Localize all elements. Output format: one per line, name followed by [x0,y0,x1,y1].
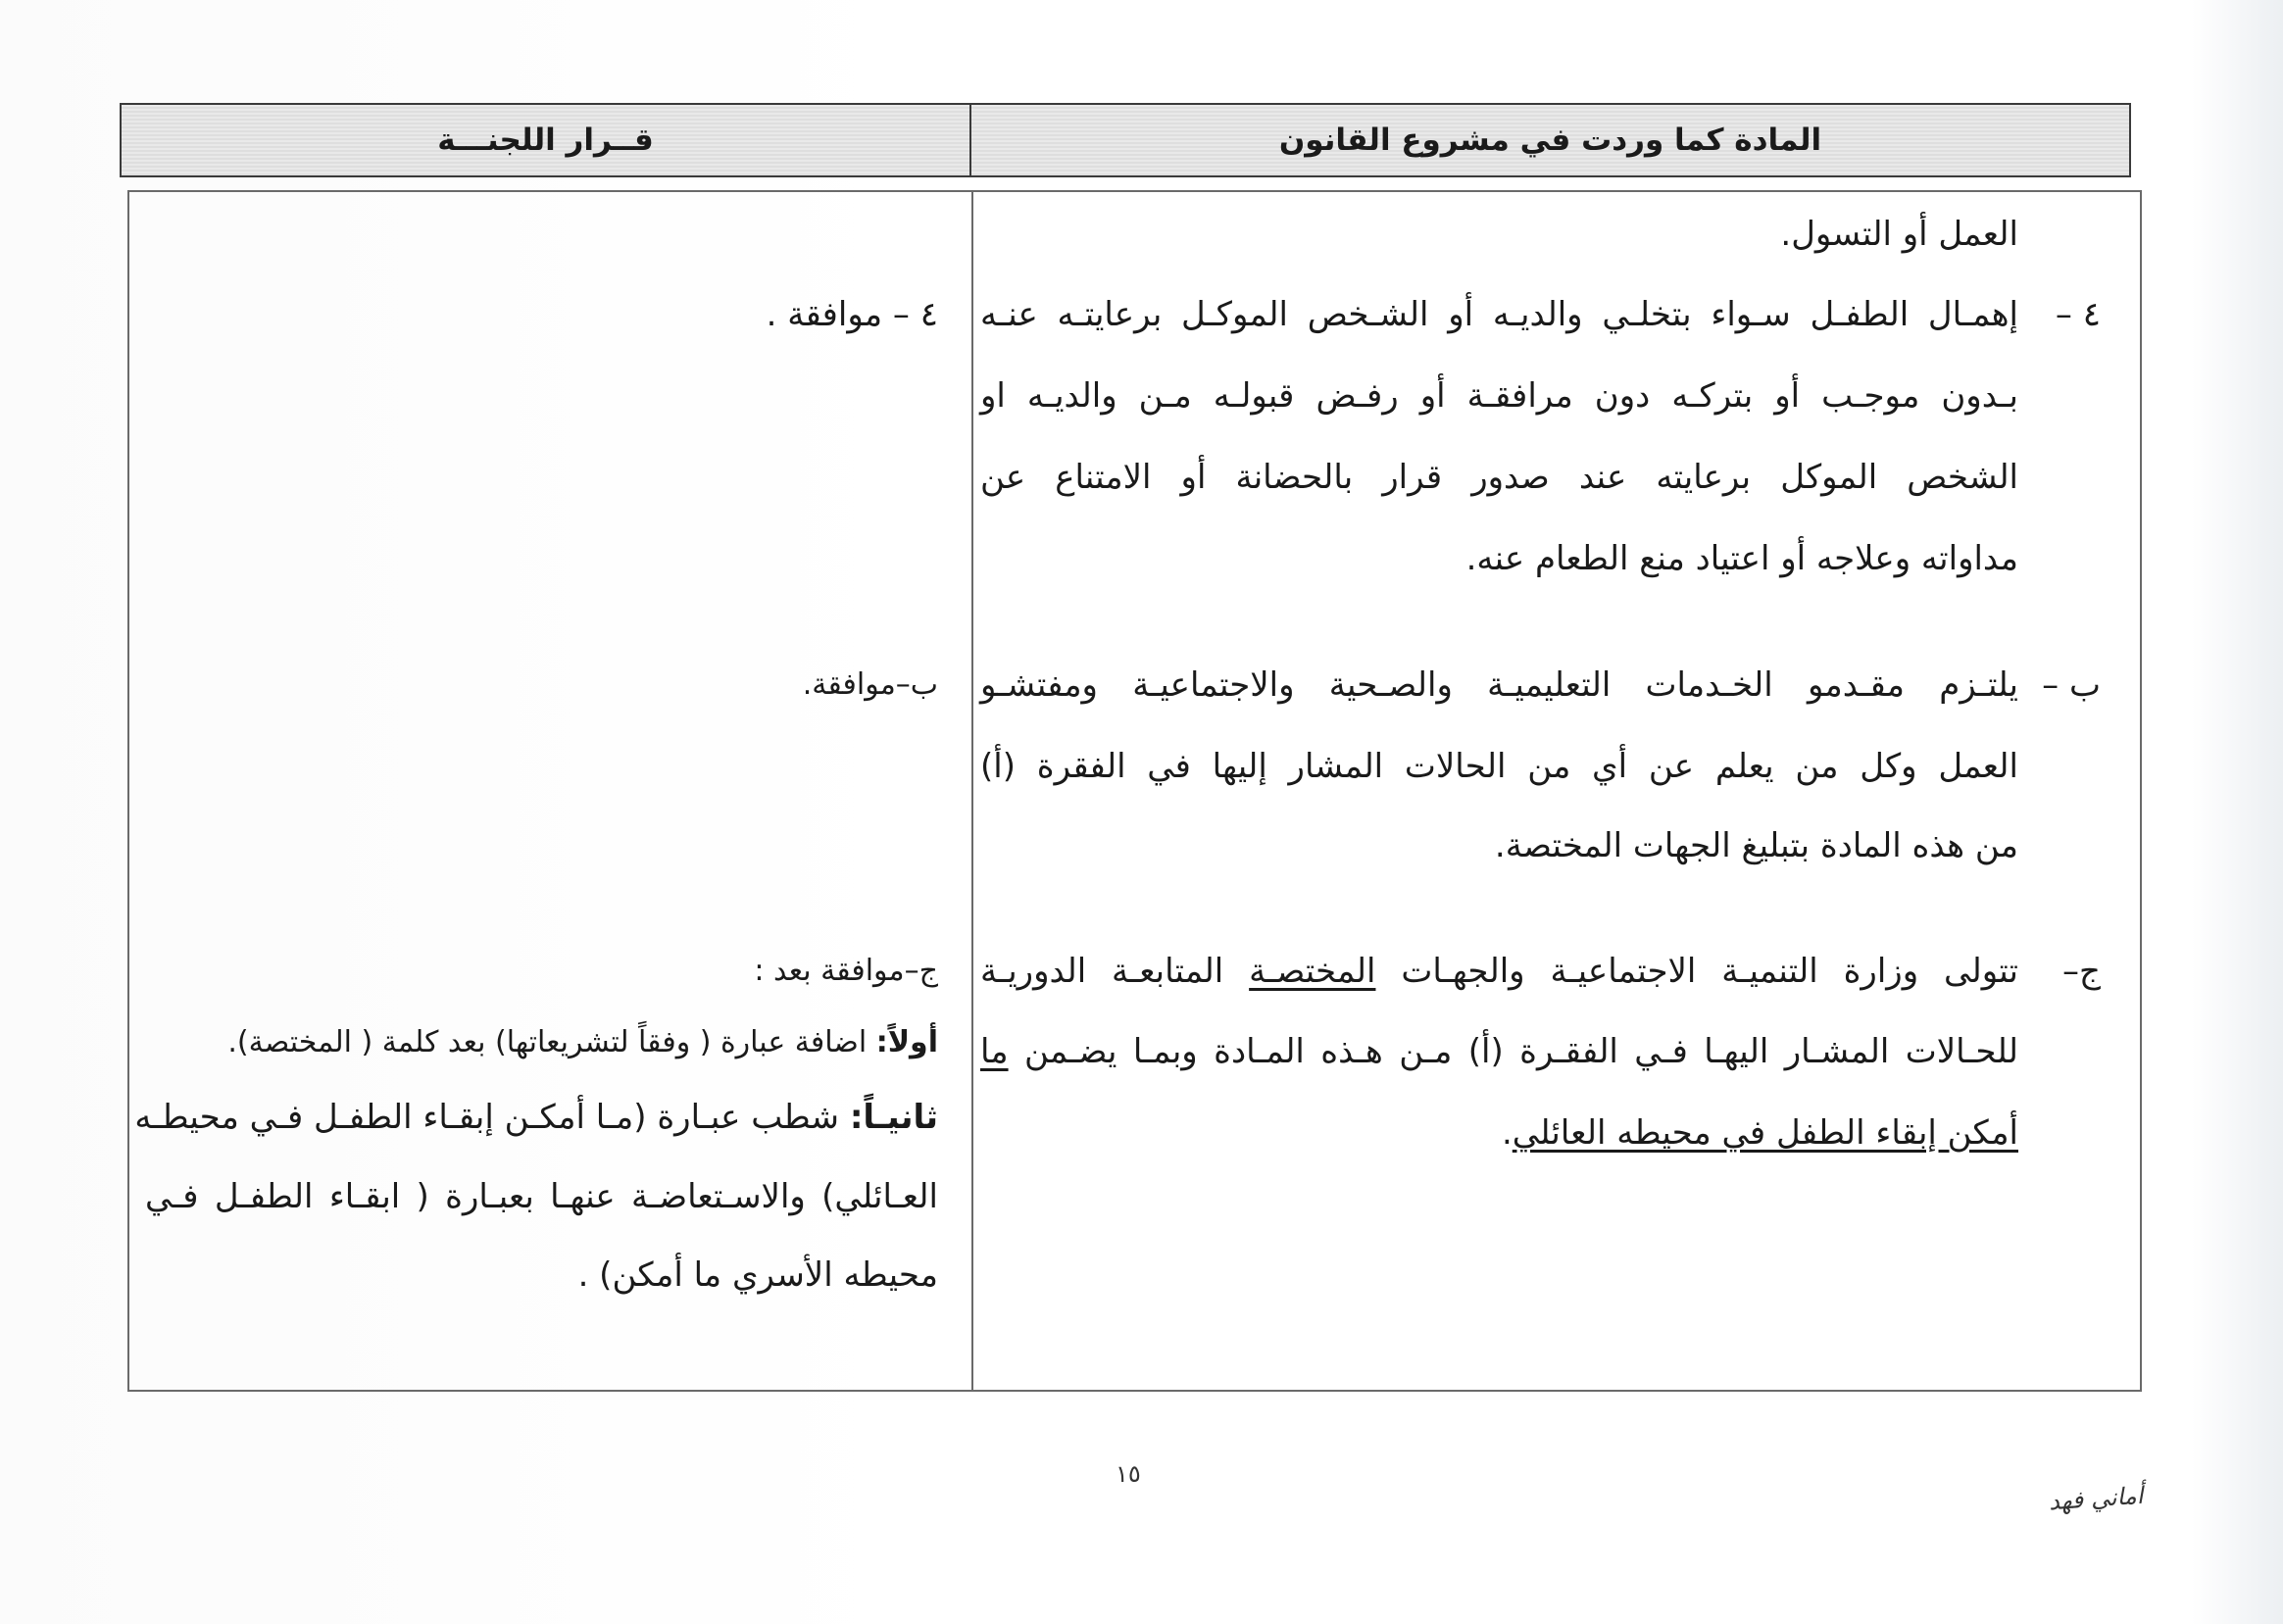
article-item-c-line1: تتولى وزارة التنميـة الاجتماعيـة والجهـات المختصـة المتابعـة الدوريـة [980,952,2019,991]
article-item-c-marker: ج– [2062,952,2101,991]
decision-item4: ٤ – موافقة . [766,295,938,334]
article-item4-line4: مداواته وعلاجه أو اعتياد منع الطعام عنه. [1465,539,2018,578]
article-item-b-line1: يلتـزم مقـدمو الخـدمات التعليميـة والصـحية والاجتماعيـة ومفتشـو [980,665,2018,705]
article-item4-line1: إهمـال الطفـل سـواء بتخلـي والديـه أو الشـخص الموكـل برعايتـه عنـه [980,295,2018,334]
article-item4-line3: الشخص الموكل برعايته عند صدور قرار بالحضانة أو الامتناع عن [980,458,2018,497]
underlined-phrase-family-environment: أمكن إبقاء الطفل في محيطه العائلي [1512,1113,2018,1153]
underlined-word-ma: ما [980,1032,1009,1071]
decision-item-c-second-line2: العـائلي) والاسـتعاضـة عنهـا بعبـارة ( ابقـاء الطفـل فـي [145,1177,938,1216]
article-item4-line2: بـدون موجـب أو بتركـه دون مرافقـة أو رفـض قبولـه مـن والديـه او [980,376,2018,416]
page-number: ١٥ [1116,1460,1141,1488]
article-item-b-line3: من هذه المادة بتبليغ الجهات المختصة. [1494,826,2018,865]
table-header [120,103,2131,177]
header-decision-column: قــرار اللجنـــة [437,123,654,158]
column-divider [971,192,973,1390]
article-item-b-line2: العمل وكل من يعلم عن أي من الحالات المشار إليها في الفقرة (أ) [980,747,2018,786]
decision-item-c-heading: ج–موافقة بعد : [754,954,938,988]
decision-item-b: ب–موافقة. [802,667,938,702]
article-item-c-line2: للحـالات المشـار اليهـا فـي الفقـرة (أ) مـن هـذه المـادة وبمـا يضـمن ما [980,1032,2018,1071]
article-continuation: العمل أو التسول. [1780,215,2018,254]
decision-item-c-first: أولاً: اضافة عبارة ( وفقاً لتشريعاتها) بعد كلمة ( المختصة). [227,1025,938,1059]
underlined-word-competent: المختصـة [1249,952,1376,991]
table-body [127,190,2142,1392]
article-item-b-marker: ب – [2042,665,2101,705]
article-item-c-line3: أمكن إبقاء الطفل في محيطه العائلي. [1501,1113,2018,1153]
header-article-column: المادة كما وردت في مشروع القانون [969,105,2129,175]
decision-item-c-second-line3: محيطه الأسري ما أمكن) . [577,1255,938,1295]
decision-item-c-second-line1: ثانيـاً: شطب عبـارة (مـا أمكـن إبقـاء الطفـل فـي محيطـه [134,1098,938,1137]
article-item4-marker: ٤ – [2055,295,2101,334]
handwritten-signature: أماني فهد [2048,1481,2145,1516]
